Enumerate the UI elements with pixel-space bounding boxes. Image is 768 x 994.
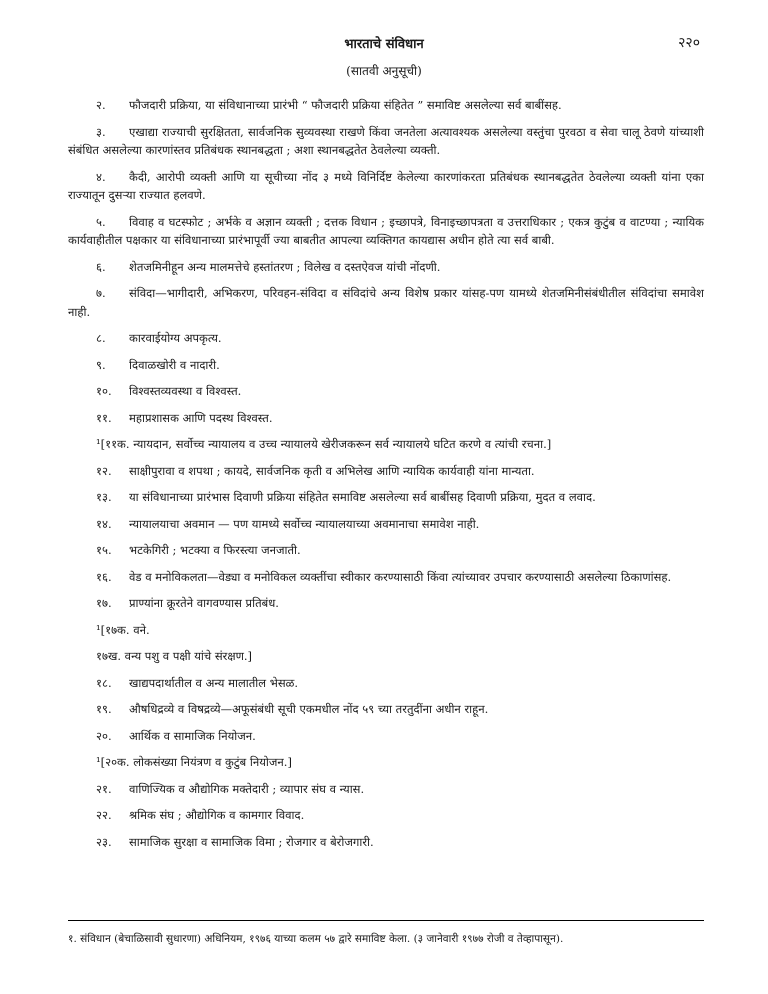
item-number: ४. (96, 169, 106, 184)
item-number: ११. (96, 410, 112, 425)
item-number: १५. (96, 543, 112, 557)
item-text: विवाह व घटस्फोट ; अर्भके व अज्ञान व्यक्ती ; दत्तक विधान ; इच्छापत्रे, विनाइच्छापत्रता व उत्तराधिकार ; एकत्र कुटुंब व वाटण्या ; न्यायिक कार्यवाहीतील पक्षकार या संविधानाच्या प्रारंभापूर्वी ज्या बाबतीत आपल्या व्यक्तिगत कायद्यास अधीन होते त्या सर्व बाबी. (68, 214, 704, 247)
item-text: प्राण्यांना क्रूरतेने वागवण्यास प्रतिबंध. (129, 596, 279, 610)
item-text: महाप्रशासक आणि पदस्थ विश्वस्त. (129, 410, 273, 425)
list-item (68, 488, 704, 507)
item-text: वाणिज्यिक व औद्योगिक मक्तेदारी ; व्यापार संघ व न्यास. (129, 781, 365, 796)
list-item (68, 727, 704, 746)
list-item (68, 700, 704, 719)
list-item (68, 435, 704, 454)
document-body (68, 96, 704, 859)
item-text: श्रमिक संघ ; औद्योगिक व कामगार विवाद. (129, 808, 305, 822)
item-number: १४. (96, 516, 112, 531)
item-text: फौजदारी प्रक्रिया, या संविधानाच्या प्रारंभी “ फौजदारी प्रक्रिया संहितेत ” समाविष्ट असलेल्या सर्व बाबींसह. (129, 98, 562, 112)
item-text: ¹[१७क. वने. (96, 622, 150, 637)
item-text: भटकेगिरी ; भटक्या व फिरस्त्या जनजाती. (129, 543, 301, 557)
list-item (68, 213, 704, 250)
item-number: १७. (96, 596, 112, 610)
item-number: २. (96, 98, 106, 112)
item-number: २१. (96, 781, 112, 796)
list-item (68, 329, 704, 348)
item-text: कैदी, आरोपी व्यक्ती आणि या सूचीच्या नोंद ३ मध्ये विनिर्दिष्ट केलेल्या कारणांकरता प्रतिबंधक स्थानबद्धतेत ठेवलेल्या व्यक्ती यांना एका राज्यातून दुसऱ्या राज्यात हलवणे. (68, 169, 704, 202)
schedule-subtitle: (सातवी अनुसूची) (346, 64, 422, 78)
list-item (68, 674, 704, 693)
list-item (68, 806, 704, 825)
item-number: १०. (96, 384, 112, 398)
item-text: शेतजमिनीहून अन्य मालमत्तेचे हस्तांतरण ; विलेख व दस्तऐवज यांची नोंदणी. (129, 259, 441, 274)
item-text: खाद्यपदार्थातील व अन्य मालातील भेसळ. (129, 675, 298, 690)
item-text: सामाजिक सुरक्षा व सामाजिक विमा ; रोजगार व बेरोजगारी. (129, 834, 374, 849)
list-item (68, 541, 704, 560)
list-item (68, 833, 704, 852)
item-number: १३. (96, 490, 112, 504)
item-text: कारवाईयोग्य अपकृत्य. (129, 331, 222, 345)
item-number: ९. (96, 357, 106, 372)
list-item (68, 284, 704, 321)
list-item (68, 462, 704, 481)
item-text: विश्वस्तव्यवस्था व विश्वस्त. (129, 384, 242, 398)
footnote: १. संविधान (बेचाळिसावी सुधारणा) अधिनियम, १९७६ याच्या कलम ५७ द्वारे समाविष्ट केला. (३ जानेवारी १९७७ रोजी व तेव्हापासून). (68, 933, 564, 945)
item-number: ७. (96, 286, 106, 300)
list-item (68, 258, 704, 277)
item-text: साक्षीपुरावा व शपथा ; कायदे, सार्वजनिक कृती व अभिलेख आणि न्यायिक कार्यवाही यांना मान्यता. (129, 463, 535, 478)
list-item (68, 753, 704, 772)
list-item (68, 515, 704, 534)
item-text: दिवाळखोरी व नादारी. (129, 357, 220, 372)
item-number: १९. (96, 702, 112, 716)
item-text: न्यायालयाचा अवमान — पण यामध्ये सर्वोच्च न्यायालयाच्या अवमानाचा समावेश नाही. (129, 516, 480, 531)
list-item (68, 356, 704, 375)
item-number: १८. (96, 675, 112, 690)
list-item (68, 621, 704, 640)
item-text: ¹[२०क. लोकसंख्या नियंत्रण व कुटुंब नियोजन.] (96, 755, 292, 769)
list-item (68, 594, 704, 613)
list-item (68, 780, 704, 799)
item-number: ३. (96, 124, 106, 139)
item-number: २३. (96, 834, 112, 849)
item-number: २०. (96, 728, 112, 743)
item-text: संविदा—भागीदारी, अभिकरण, परिवहन-संविदा व संविदांचे अन्य विशेष प्रकार यांसह-पण यामध्ये शेतजमिनीसंबंधीतील संविदांचा समावेश नाही. (68, 286, 704, 319)
item-text: वेड व मनोविकलता—वेड्या व मनोविकल व्यक्तींचा स्वीकार करण्यासाठी किंवा त्यांच्यावर उपचार करण्यासाठी असलेल्या ठिकाणांसह. (129, 569, 672, 584)
item-text: एखाद्या राज्याची सुरक्षितता, सार्वजनिक सुव्यवस्था राखणे किंवा जनतेला अत्यावश्यक असलेल्या वस्तुंचा पुरवठा व सेवा चालू ठेवणे यांच्याशी संबंधित असलेल्या कारणांस्तव प्रतिबंधक स्थानबद्धता ; अशा स्थानबद्धतेत ठेवलेल्या व्यक्ती. (68, 124, 704, 157)
list-item (68, 123, 704, 160)
item-text: ¹[११क. न्यायदान, सर्वोच्च न्यायालय व उच्च न्यायालये खेरीजकरून सर्व न्यायालये घटित करणे व त्यांची रचना.] (96, 437, 552, 451)
item-text: या संविधानाच्या प्रारंभास दिवाणी प्रक्रिया संहितेत समाविष्ट असलेल्या सर्व बाबींसह दिवाणी प्रक्रिया, मुदत व लवाद. (129, 490, 596, 504)
item-number: ६. (96, 259, 106, 274)
list-item (68, 382, 704, 401)
item-number: १२. (96, 463, 112, 478)
item-number: २२. (96, 808, 112, 822)
item-text: १७ख. वन्य पशु व पक्षी यांचे संरक्षण.] (96, 649, 253, 663)
page-number: २२० (678, 35, 700, 51)
page-title: भारताचे संविधान (344, 37, 424, 52)
item-text: औषधिद्रव्ये व विषद्रव्ये—अफूसंबंधी सूची एकमधील नोंद ५९ च्या तरतुदींना अधीन राहून. (129, 702, 489, 716)
list-item (68, 647, 704, 666)
item-number: १६. (96, 569, 112, 584)
item-number: ५. (96, 214, 106, 229)
item-text: आर्थिक व सामाजिक नियोजन. (129, 728, 256, 743)
list-item (68, 568, 704, 587)
item-number: ८. (96, 331, 106, 345)
list-item (68, 409, 704, 428)
list-item (68, 96, 704, 115)
list-item (68, 168, 704, 205)
footnote-divider (68, 920, 704, 921)
